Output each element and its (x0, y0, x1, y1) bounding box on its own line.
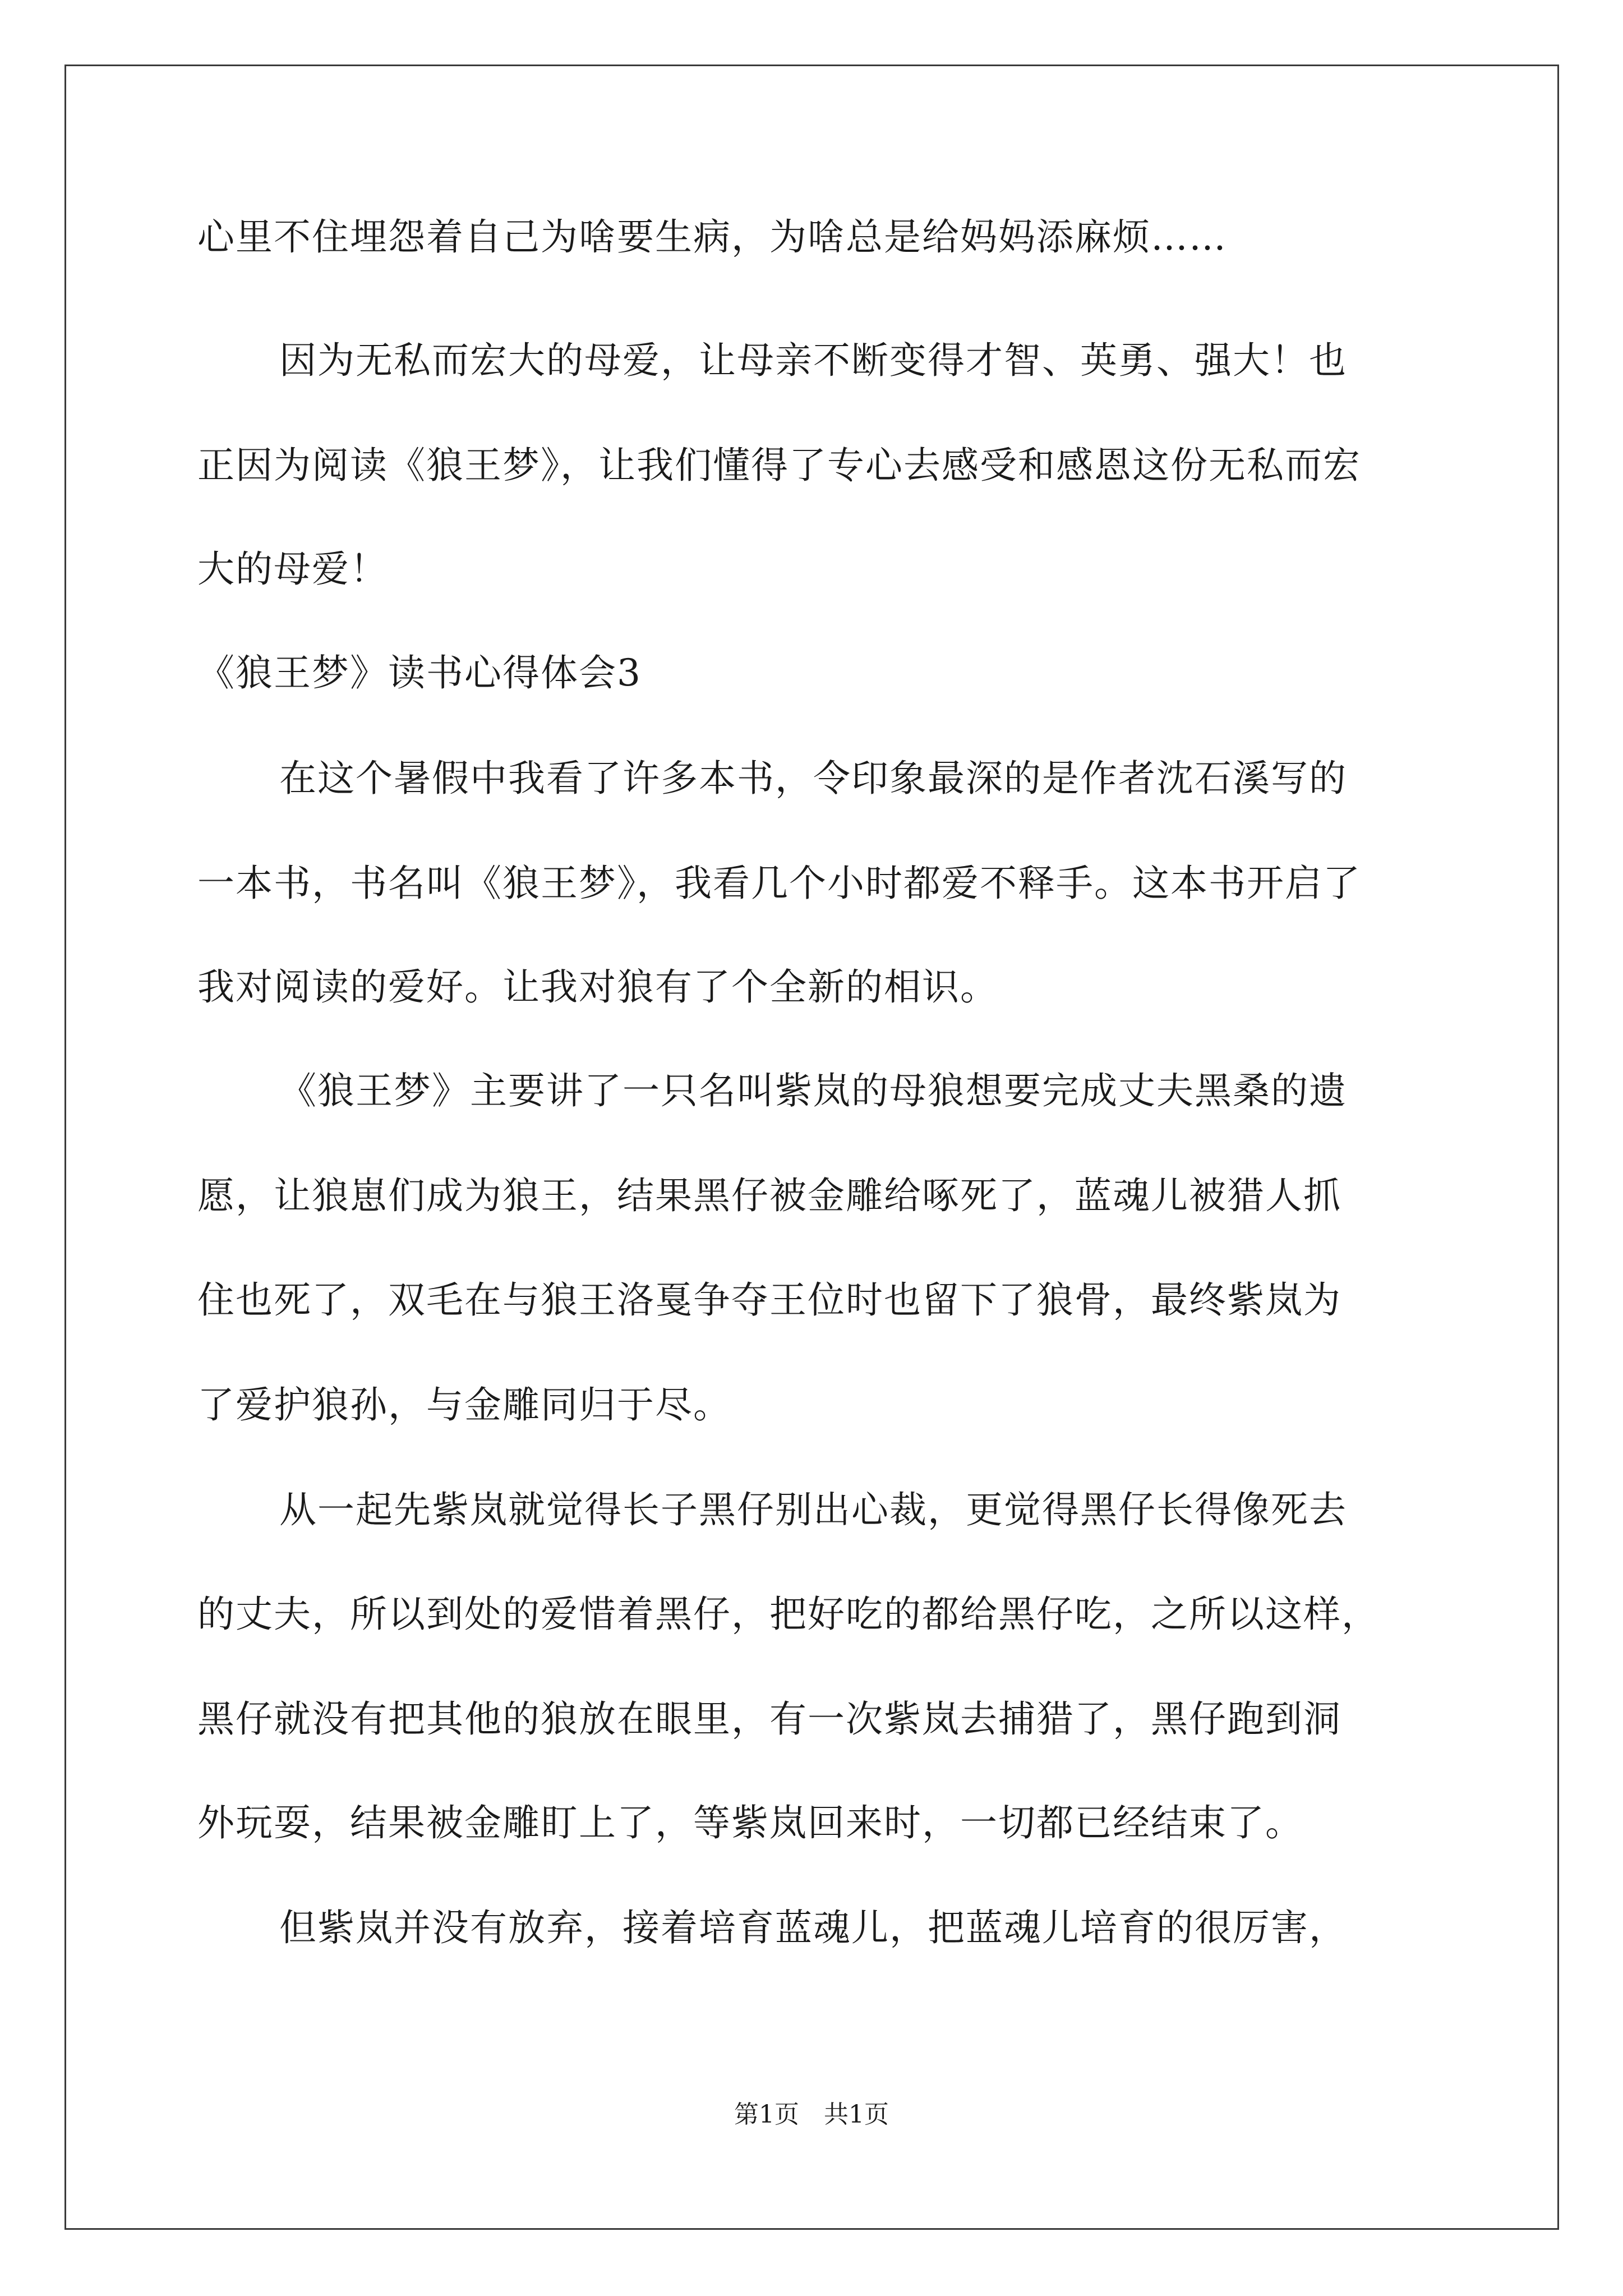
text-line: 大的母爱！ (197, 547, 388, 591)
text-line: 在这个暑假中我看了许多本书，令印象最深的是作者沈石溪写的 (279, 757, 1347, 800)
text-line: 心里不住埋怨着自己为啥要生病，为啥总是给妈妈添麻烦…… (197, 215, 1227, 259)
text-line: 从一起先紫岚就觉得长子黑仔别出心裁，更觉得黑仔长得像死去 (279, 1488, 1347, 1531)
text-line: 住也死了，双毛在与狼王洛戛争夺王位时也留下了狼骨，最终紫岚为 (197, 1278, 1341, 1322)
text-line: 了爱护狼孙，与金雕同归于尽。 (197, 1383, 731, 1427)
text-line: 但紫岚并没有放弃，接着培育蓝魂儿，把蓝魂儿培育的很厉害， (279, 1906, 1347, 1949)
text-line: 的丈夫，所以到处的爱惜着黑仔，把好吃的都给黑仔吃，之所以这样， (197, 1593, 1380, 1636)
page-footer: 第1页 共1页 (734, 2100, 889, 2129)
text-line: 正因为阅读《狼王梦》，让我们懂得了专心去感受和感恩这份无私而宏 (197, 444, 1361, 487)
text-line: 外玩耍，结果被金雕盯上了，等紫岚回来时，一切都已经结束了。 (197, 1801, 1303, 1844)
section-heading: 《狼王梦》读书心得体会3 (197, 651, 642, 694)
text-line: 一本书，书名叫《狼王梦》，我看几个小时都爱不释手。这本书开启了 (197, 862, 1361, 905)
text-line: 愿，让狼崽们成为狼王，结果黑仔被金雕给啄死了，蓝魂儿被猎人抓 (197, 1174, 1341, 1217)
text-line: 黑仔就没有把其他的狼放在眼里，有一次紫岚去捕猎了，黑仔跑到洞 (197, 1697, 1341, 1741)
text-line: 《狼王梦》主要讲了一只名叫紫岚的母狼想要完成丈夫黑桑的遗 (279, 1069, 1347, 1112)
text-line: 我对阅读的爱好。让我对狼有了个全新的相识。 (197, 965, 998, 1009)
text-line: 因为无私而宏大的母爱，让母亲不断变得才智、英勇、强大！也 (279, 339, 1347, 382)
